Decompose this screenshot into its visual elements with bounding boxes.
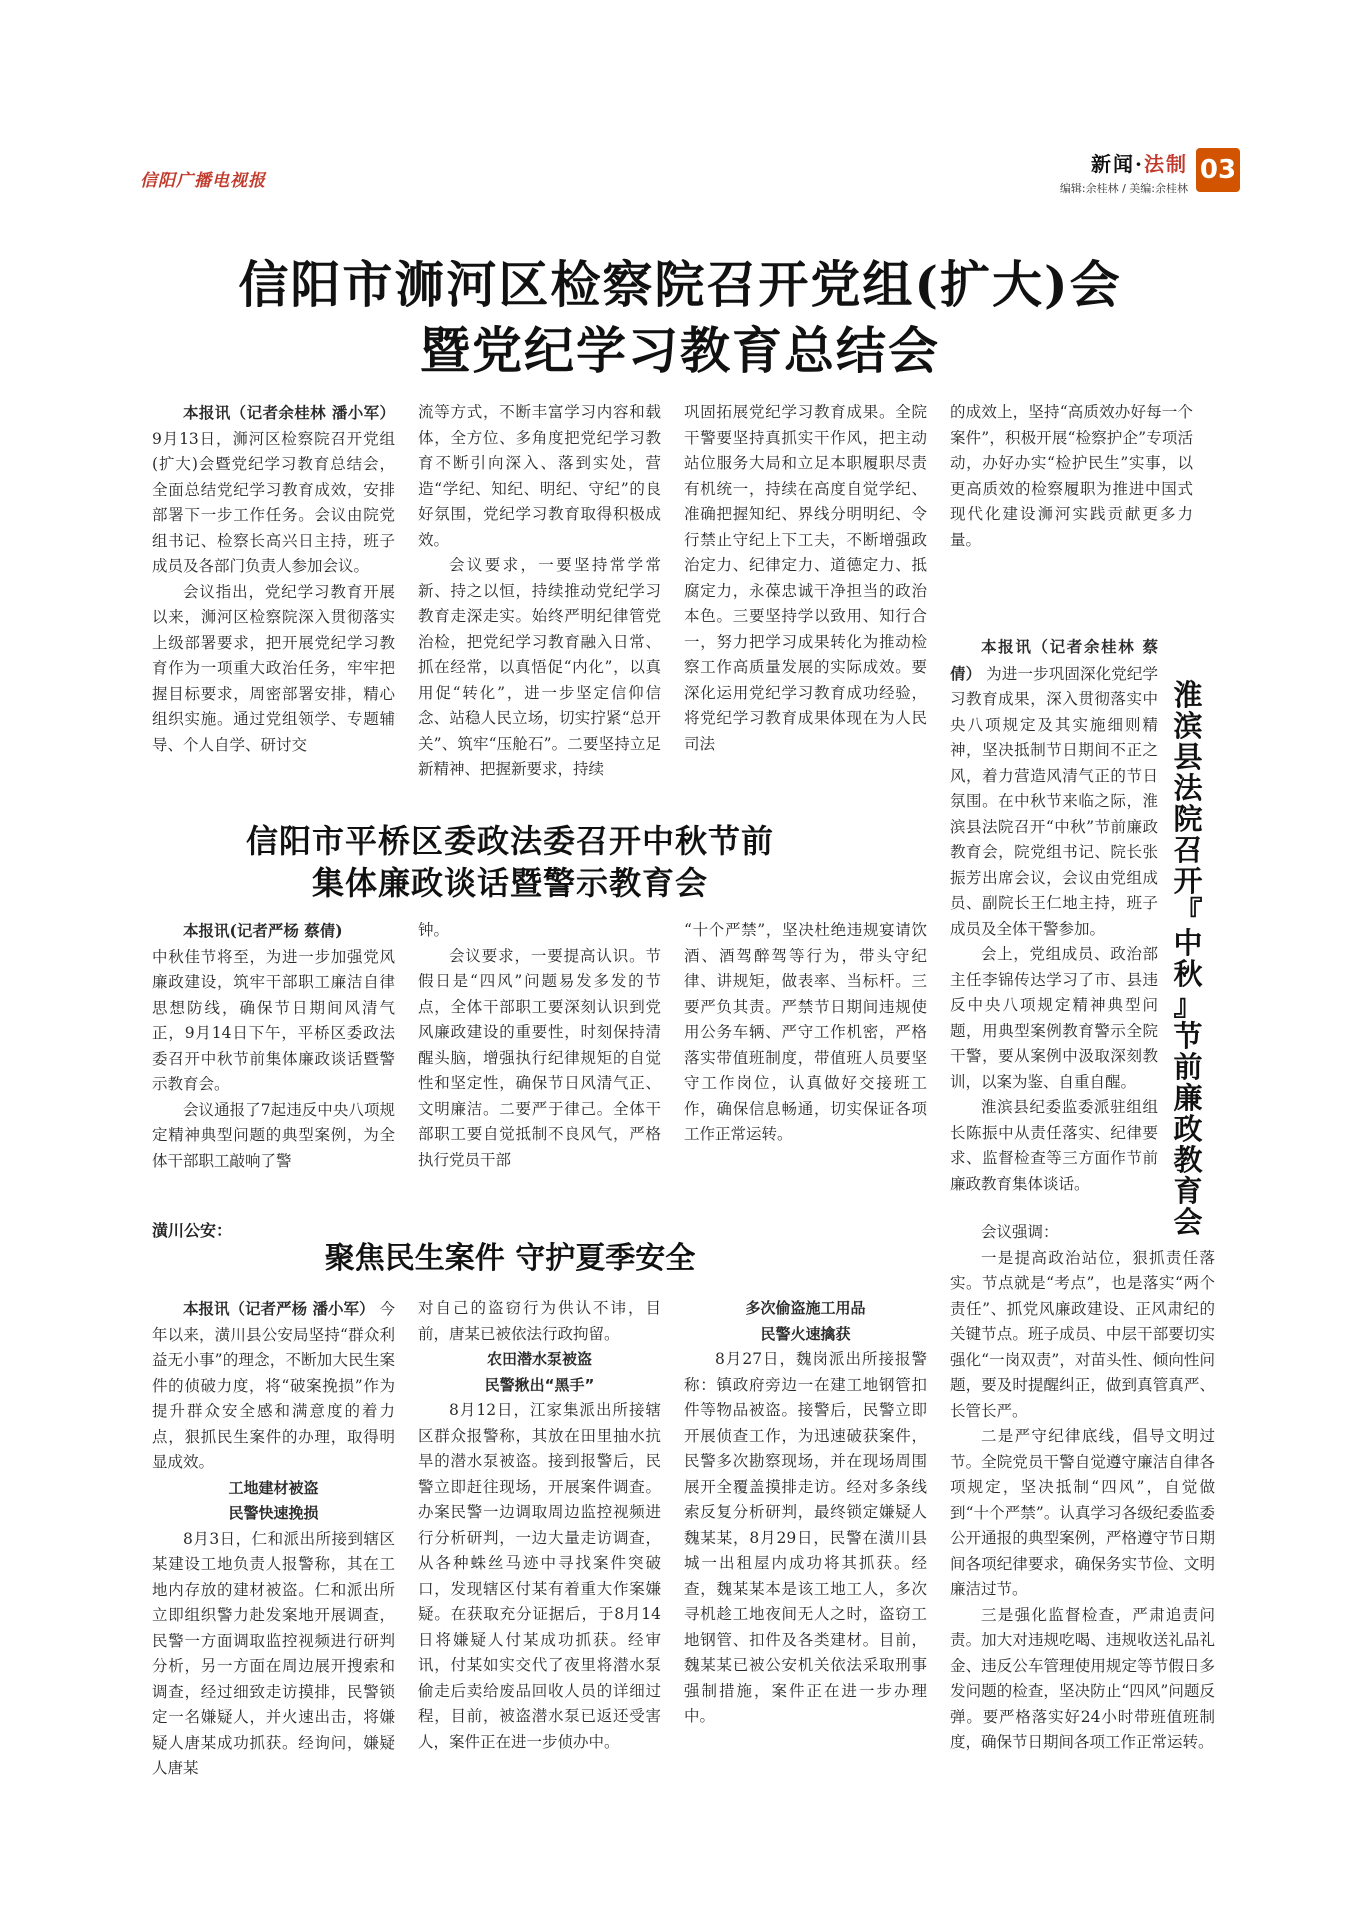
article2-reporters: 严杨 蔡倩) [267, 921, 343, 940]
article3-paragraph: 8月27日，魏岗派出所接报警称：镇政府旁边一在建工地钢管扣件等物品被盗。接警后，民警立即开展侦查工作，为迅速破获案件，民警多次勘察现场，并在现场周围展开全覆盖摸排走访。经对多条线索反复分析研判，最终锁定嫌疑人魏某某，8月29日，民警在潢川县城一出租屋内成功将其抓获。经查，魏某某本是该工地工人，多次寻机趁工地夜间无人之时，盗窃工地钢管、扣件及各类建材。目前，魏某某已被公安机关依法采取刑事强制措施，案件正在进一步办理中。 [684, 1350, 927, 1725]
article2-paragraph: 会议要求，一要提高认识。节假日是“四风”问题易发多发的节点，全体干部职工要深刻认识到党风廉政建设的重要性，时刻保持清醒头脑，增强执行纪律规矩的自觉性和坚定性，确保节日风清气正、文明廉洁。二要严于律己。全体干部职工要自觉抵制不良风气，严格执行党员干部 [418, 946, 661, 1169]
article1-column-4 [950, 400, 1193, 553]
article1-column-3 [684, 400, 927, 757]
vertical-title-char: 开 [1173, 864, 1203, 898]
article3-subheading: 农田潜水泵被盗 [486, 1350, 592, 1368]
article3-subheading: 民警揪出“黑手” [484, 1375, 595, 1394]
vertical-title-char: 院 [1173, 802, 1203, 836]
article3-paragraph: 8月3日，仁和派出所接到辖区某建设工地负责人报警称，其在工地内存放的建材被盗。仁和派出所立即组织警力赴发案地开展调查，民警一方面调取监控视频进行研判分析，另一方面在周边展开搜索和调查，经过细致走访摸排，民警锁定一名嫌疑人，并火速出击，将嫌疑人唐某成功抓获。经询问，嫌疑人唐某 [152, 1529, 395, 1777]
article1-headline-line2: 暨党纪学习教育总结会 [420, 321, 940, 380]
article4-paragraph: 三是强化监督检查，严肃追责问责。加大对违规吃喝、违规收送礼品礼金、违反公车管理使用规定等节假日多发问题的检查，坚决防止“四风”问题反弹。要严格落实好24小时带班值班制度，确保节日期间各项工作正常运转。 [950, 1605, 1215, 1751]
vertical-title-char: 会 [1173, 1205, 1203, 1239]
vertical-title-char: 』 [1173, 988, 1203, 1022]
section-news: 新闻· [1091, 152, 1144, 176]
vertical-title-char: 法 [1173, 771, 1203, 805]
article2-byline: 本报讯(记者 [183, 921, 268, 940]
article3-column-1 [152, 1296, 395, 1782]
article4-paragraph: 一是提高政治站位，狠抓责任落实。节点就是“考点”，也是落实“两个责任”、抓党风廉政建设、正风肃纪的关键节点。班子成员、中层干部要切实强化“一岗双责”，对苗头性、倾向性问题，要及时提醒纠正，做到真管真严、长管长严。 [950, 1248, 1215, 1420]
article1-byline: 本报讯（记者 [183, 403, 279, 422]
article2-column-2 [418, 918, 661, 1173]
article4-paragraph: 会议强调： [981, 1223, 1059, 1241]
article1-headline-line1: 信阳市浉河区检察院召开党组(扩大)会 [238, 255, 1122, 314]
article3-headline: 聚焦民生案件 守护夏季安全 [324, 1241, 696, 1276]
vertical-title-char: 中 [1173, 926, 1203, 960]
article2-headline [150, 820, 870, 904]
vertical-title-char: 『 [1173, 895, 1203, 929]
article2-paragraph: 会议通报了7起违反中央八项规定精神典型问题的典型案例，为全体干部职工敲响了警 [152, 1100, 395, 1170]
page-number: 03 [1196, 148, 1240, 192]
article3-byline: 本报讯（记者 [183, 1299, 277, 1318]
article2-column-3 [684, 918, 927, 1148]
article3-subheading: 多次偷盗施工用品 [745, 1299, 866, 1317]
article4-paragraph: 二是严守纪律底线，倡导文明过节。全院党员干警自觉遵守廉洁自律各项规定，坚决抵制“四风”，自觉做到“十个严禁”。认真学习各级纪委监委公开通报的典型案例，严格遵守节日期间各项纪律要求，确保务实节俭、文明廉洁过节。 [950, 1427, 1215, 1598]
article4-vertical-title [1168, 680, 1208, 1238]
vertical-title-char: 育 [1173, 1174, 1203, 1208]
article2-headline-line2: 集体廉政谈话暨警示教育会 [311, 864, 708, 902]
editors-credit: 编辑:余桂林 / 美编:余桂林 [1059, 182, 1188, 195]
article1-paragraph: 的成效上，坚持“高质效办好每一个案件”，积极开展“检察护企”专项活动，办好办实“检护民生”实事，以更高质效的检察履职为推进中国式现代化建设浉河实践贡献更多力量。 [950, 403, 1193, 549]
section-title [1091, 148, 1188, 177]
vertical-title-char: 秋 [1173, 957, 1203, 991]
article1-column-1 [152, 400, 395, 758]
article4-paragraph: 淮滨县纪委监委派驻组组长陈振中从责任落实、纪律要求、监督检查等三方面作节前廉政教育集体谈话。 [950, 1098, 1158, 1193]
article1-headline [100, 252, 1260, 384]
vertical-title-char: 前 [1173, 1050, 1203, 1084]
article1-paragraph: 巩固拓展党纪学习教育成果。全院干警要坚持真抓实干作风，把主动站位服务大局和立足本职履职尽责有机统一，持续在高度自觉学纪、准确把握知纪、界线分明明纪、令行禁止守纪上下工夫，不断增强政治定力、纪律定力、道德定力、抵腐定力，永葆忠诚干净担当的政治本色。三要坚持学以致用、知行合一，努力把学习成果转化为推动检察工作高质量发展的实际成效。要深化运用党纪学习教育成功经验，将党纪学习教育成果体现在为人民司法 [684, 403, 927, 753]
article1-column-2 [418, 400, 661, 783]
section-law: 法制 [1144, 152, 1188, 176]
masthead: 信阳广播电视报 [140, 171, 266, 191]
vertical-title-char: 政 [1173, 1112, 1203, 1146]
article3-paragraph: 对自己的盗窃行为供认不讳，目前，唐某已被依法行政拘留。 [418, 1299, 661, 1343]
article1-paragraph: 流等方式，不断丰富学习内容和载体，全方位、多角度把党纪学习教育不断引向深入、落到实处，营造“学纪、知纪、明纪、守纪”的良好氛围，党纪学习教育取得积极成效。 [418, 403, 661, 549]
vertical-title-char: 教 [1173, 1143, 1203, 1177]
article4-reporters: 余桂林 蔡倩） [950, 637, 1158, 683]
article4-column-lower [950, 1220, 1215, 1756]
article2-paragraph: 钟。 [418, 921, 450, 939]
article4-column-upper [950, 634, 1158, 1197]
article1-paragraph: 会议要求，一要坚持常学常新、持之以恒，持续推动党纪学习教育走深走实。始终严明纪律管党治检，把党纪学习教育融入日常、抓在经常，以真悟促“内化”，以真用促“转化”，进一步坚定信仰信念、站稳人民立场，切实拧紧“总开关”、筑牢“压舱石”。二要坚持立足新精神、把握新要求，持续 [418, 556, 661, 778]
vertical-title-char: 滨 [1173, 709, 1203, 743]
article4-byline: 本报讯（记者 [981, 637, 1084, 656]
article3-column-3 [684, 1296, 927, 1730]
article1-paragraph: 会议指出，党纪学习教育开展以来，浉河区检察院深入贯彻落实上级部署要求，把开展党纪学习教育作为一项重大政治任务，牢牢把握目标要求，周密部署安排，精心组织实施。通过党组领学、专题辅导、个人自学、研讨交 [152, 582, 395, 754]
article2-column-1 [152, 918, 395, 1174]
article2-paragraph: 中秋佳节将至，为进一步加强党风廉政建设，筑牢干部职工廉洁自律思想防线，确保节日期间风清气正，9月14日下午，平桥区委政法委召开中秋节前集体廉政谈话暨警示教育会。 [152, 947, 395, 1093]
article4-paragraph: 为进一步巩固深化党纪学习教育成果，深入贯彻落实中央八项规定及其实施细则精神，坚决抵制节日期间不正之风，着力营造风清气正的节日氛围。在中秋节来临之际，淮滨县法院召开“中秋”节前廉政教育会，院党组书记、院长张振芳出席会议，会议由党组成员、副院长王仁地主持，班子成员及全体干警参加。 [950, 664, 1158, 938]
article2-headline-line1: 信阳市平桥区委政法委召开中秋节前 [245, 822, 774, 860]
article1-reporters: 余桂林 潘小军） [278, 403, 395, 422]
vertical-title-char: 淮 [1173, 678, 1203, 712]
article3-subheading: 民警火速擒获 [760, 1324, 851, 1343]
article3-subheading: 民警快速挽损 [228, 1504, 319, 1522]
vertical-title-char: 召 [1173, 833, 1203, 867]
article4-paragraph: 会上，党组成员、政治部主任李锦传达学习了市、县违反中央八项规定精神典型问题，用典型案例教育警示全院干警，要从案例中汲取深刻教训，以案为鉴、自重自醒。 [950, 945, 1158, 1091]
article3-column-2 [418, 1296, 661, 1755]
article3-kicker: 潢川公安： [152, 1221, 233, 1240]
vertical-title-char: 廉 [1173, 1081, 1203, 1115]
vertical-title-char: 节 [1173, 1019, 1203, 1053]
article2-paragraph: “十个严禁”，坚决杜绝违规宴请饮酒、酒驾醉驾等行为，带头守纪律、讲规矩，做表率、当标杆。三要严负其责。严禁节日期间违规使用公务车辆、严守工作机密，严格落实带值班制度，带值班人员要坚守工作岗位，认真做好交接班工作，确保信息畅通，切实保证各项工作正常运转。 [684, 921, 927, 1143]
article3-paragraph: 8月12日，江家集派出所接辖区群众报警称，其放在田里抽水抗旱的潜水泵被盗。接到报警后，民警立即赶往现场，开展案件调查。办案民警一边调取周边监控视频进行分析研判，一边大量走访调查，从各种蛛丝马迹中寻找案件突破口，发现辖区付某有着重大作案嫌疑。在获取充分证据后，于8月14日将嫌疑人付某成功抓获。经审讯，付某如实交代了夜里将潜水泵偷走后卖给废品回收人员的详细过程，目前，被盗潜水泵已返还受害人，案件正在进一步侦办中。 [418, 1401, 661, 1751]
vertical-title-char: 县 [1173, 740, 1203, 774]
article3-paragraph: 今年以来，潢川县公安局坚持“群众利益无小事”的理念，不断加大民生案件的侦破力度，将“破案挽损”作为提升群众安全感和满意度的着力点，狠抓民生案件的办理，取得明显成效。 [152, 1300, 395, 1471]
article1-paragraph: 9月13日，浉河区检察院召开党组(扩大)会暨党纪学习教育总结会，全面总结党纪学习教育成效，安排部署下一步工作任务。会议由院党组书记、检察长高兴日主持，班子成员及各部门负责人参加会议。 [152, 429, 395, 575]
article3-subheading: 工地建材被盗 [228, 1478, 319, 1497]
article3-reporters: 严杨 潘小军） [276, 1299, 375, 1318]
